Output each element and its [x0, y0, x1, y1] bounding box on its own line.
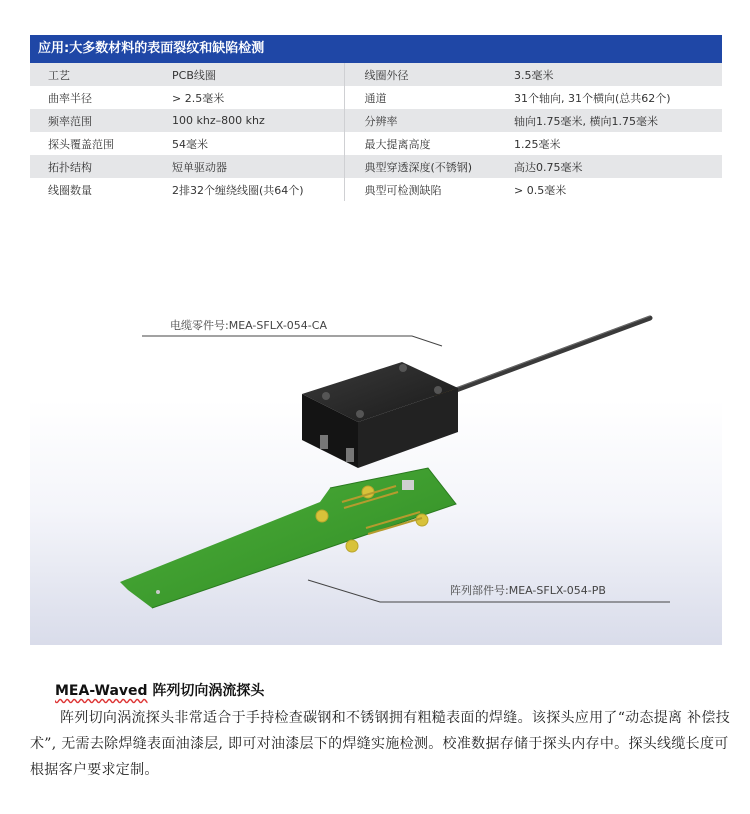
spec-value: 54毫米 — [154, 132, 344, 155]
spec-row — [30, 132, 722, 155]
spec-label: 工艺 — [30, 63, 154, 86]
spec-table — [30, 63, 722, 201]
spec-label: 线圈数量 — [30, 178, 154, 201]
spec-label: 拓扑结构 — [30, 155, 154, 178]
spec-label: 典型穿透深度(不锈钢) — [344, 155, 514, 178]
spec-row — [30, 86, 722, 109]
probe-illustration — [30, 290, 722, 645]
spec-value: 3.5毫米 — [514, 63, 722, 86]
brand-name: MEA-Waved — [55, 683, 148, 699]
spec-label: 探头覆盖范围 — [30, 132, 154, 155]
cable-callout-line — [142, 336, 442, 346]
spec-label: 曲率半径 — [30, 86, 154, 109]
cable — [448, 318, 650, 393]
spec-value: 31个轴向, 31个横向(总共62个) — [514, 86, 722, 109]
array-part-number: 阵列部件号:MEA-SFLX-054-PB — [450, 584, 606, 597]
spec-value: 1.25毫米 — [514, 132, 722, 155]
spec-value: 2排32个缠绕线圈(共64个) — [154, 178, 344, 201]
spec-label: 最大提离高度 — [344, 132, 514, 155]
spec-value: 高达0.75毫米 — [514, 155, 722, 178]
spec-row — [30, 109, 722, 132]
spec-label: 通道 — [344, 86, 514, 109]
spec-row — [30, 63, 722, 86]
spec-value: 短单驱动器 — [154, 155, 344, 178]
spec-label: 典型可检测缺陷 — [344, 178, 514, 201]
description-text: 阵列切向涡流探头非常适合于手持检查碳钢和不锈钢拥有粗糙表面的焊缝。该探头应用了“动态提离 补偿技术”, 无需去除焊缝表面油漆层, 即可对油漆层下的焊缝实施检测。校准数据存储于探头内存中。探头线缆长度可根据客户要求定制。 — [30, 710, 731, 778]
spec-value: PCB线圈 — [154, 63, 344, 86]
cable-part-number: 电缆零件号:MEA-SFLX-054-CA — [170, 319, 327, 332]
spec-table-header: 应用:大多数材料的表面裂纹和缺陷检测 — [30, 35, 722, 63]
spec-value: > 0.5毫米 — [514, 178, 722, 201]
spec-label: 线圈外径 — [344, 63, 514, 86]
spec-row — [30, 178, 722, 201]
spec-row — [30, 155, 722, 178]
spec-value: > 2.5毫米 — [154, 86, 344, 109]
product-image — [30, 290, 722, 645]
spec-label: 分辨率 — [344, 109, 514, 132]
title-text: 阵列切向涡流探头 — [147, 683, 265, 699]
spec-label: 频率范围 — [30, 109, 154, 132]
spec-value: 轴向1.75毫米, 横向1.75毫米 — [514, 109, 722, 132]
spec-value: 100 khz–800 khz — [154, 109, 344, 132]
description-title — [55, 680, 264, 700]
description-body — [30, 705, 730, 783]
